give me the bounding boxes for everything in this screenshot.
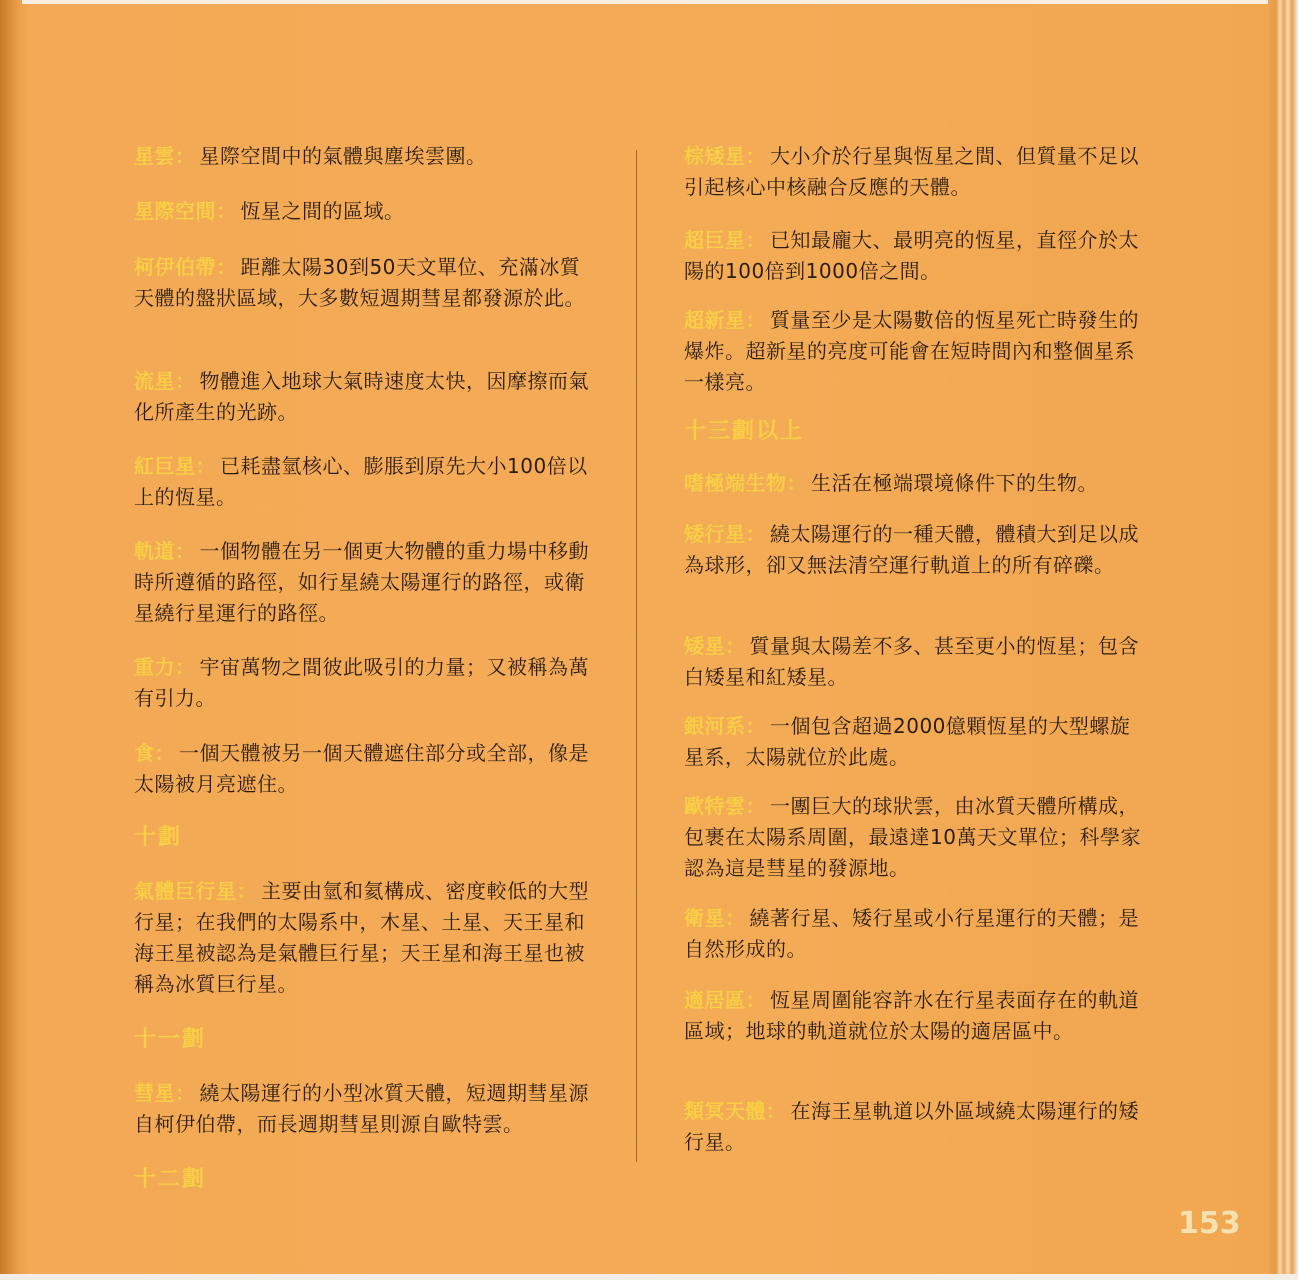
term-separator: ：: [175, 655, 196, 679]
term-separator: ：: [175, 1081, 196, 1105]
term-separator: ：: [745, 522, 766, 546]
glossary-definition: 宇宙萬物之間彼此吸引的力量；又被稱為萬有引力。: [134, 655, 589, 710]
glossary-definition: 恆星之間的區域。: [240, 199, 405, 223]
term-separator: ：: [195, 454, 216, 478]
glossary-entry: [684, 903, 1144, 965]
term-separator: ：: [786, 471, 807, 495]
term-separator: ：: [745, 714, 766, 738]
term-separator: ：: [745, 794, 766, 818]
glossary-term: 棕矮星: [684, 144, 746, 168]
glossary-entry: [684, 225, 1144, 287]
glossary-definition: 質量至少是太陽數倍的恆星死亡時發生的爆炸。超新星的亮度可能會在短時間內和整個星系一樣亮。: [684, 308, 1139, 394]
glossary-entry: [134, 1078, 594, 1140]
glossary-definition: 物體進入地球大氣時速度太快，因摩擦而氣化所產生的光跡。: [134, 369, 589, 424]
glossary-entry: [134, 141, 594, 172]
glossary-definition: 星際空間中的氣體與塵埃雲團。: [199, 144, 487, 168]
page-number: 153: [1178, 1206, 1241, 1241]
stroke-count-heading: 十一劃: [134, 1027, 207, 1052]
glossary-entry: [684, 141, 1144, 203]
glossary-entry: [684, 1096, 1144, 1158]
glossary-term: 食: [134, 741, 155, 765]
term-separator: ：: [175, 369, 196, 393]
glossary-entry: [134, 738, 594, 800]
term-separator: ：: [216, 255, 237, 279]
glossary-definition: 距離太陽30到50天文單位、充滿冰質天體的盤狀區域，大多數短週期彗星都發源於此。: [134, 255, 585, 310]
glossary-definition: 已耗盡氫核心、膨脹到原先大小100倍以上的恆星。: [134, 454, 588, 509]
glossary-term: 衛星: [684, 906, 725, 930]
term-separator: ：: [766, 1099, 787, 1123]
glossary-definition: 一個包含超過2000億顆恆星的大型螺旋星系，太陽就位於此處。: [684, 714, 1131, 769]
glossary-term: 適居區: [684, 988, 746, 1012]
glossary-term: 星際空間: [134, 199, 216, 223]
glossary-entry: [134, 876, 594, 1000]
glossary-term: 嗜極端生物: [684, 471, 787, 495]
term-separator: ：: [725, 906, 746, 930]
glossary-definition: 一團巨大的球狀雲，由冰質天體所構成，包裹在太陽系周圍，最遠達10萬天文單位；科學家認為這是彗星的發源地。: [684, 794, 1141, 880]
glossary-definition: 大小介於行星與恆星之間、但質量不足以引起核心中核融合反應的天體。: [684, 144, 1139, 199]
column-divider: [636, 150, 637, 1162]
glossary-entry: [684, 985, 1144, 1047]
glossary-entry: [684, 791, 1144, 884]
glossary-term: 銀河系: [684, 714, 746, 738]
glossary-entry: [684, 711, 1144, 773]
book-spine: [0, 0, 22, 1280]
term-separator: ：: [154, 741, 175, 765]
glossary-definition: 繞著行星、矮行星或小行星運行的天體；是自然形成的。: [684, 906, 1139, 961]
glossary-term: 流星: [134, 369, 175, 393]
glossary-definition: 生活在極端環境條件下的生物。: [811, 471, 1098, 495]
glossary-definition: 在海王星軌道以外區域繞太陽運行的矮行星。: [684, 1099, 1139, 1154]
term-separator: ：: [745, 228, 766, 252]
page-stack-edge: [1268, 0, 1298, 1280]
glossary-entry: [134, 536, 594, 629]
glossary-definition: 恆星周圍能容許水在行星表面存在的軌道區域；地球的軌道就位於太陽的適居區中。: [684, 988, 1139, 1043]
term-separator: ：: [175, 539, 196, 563]
glossary-term: 矮星: [684, 634, 725, 658]
stroke-count-heading: 十三劃以上: [684, 419, 805, 444]
stroke-count-heading: 十二劃: [134, 1167, 207, 1192]
glossary-term: 類冥天體: [684, 1099, 766, 1123]
glossary-entry: [134, 196, 594, 227]
glossary-entry: [134, 252, 594, 314]
term-separator: ：: [745, 988, 766, 1012]
glossary-entry: [684, 468, 1144, 499]
glossary-definition: 繞太陽運行的一種天體，體積大到足以成為球形，卻又無法清空運行軌道上的所有碎礫。: [684, 522, 1139, 577]
glossary-entry: [134, 451, 594, 513]
glossary-definition: 主要由氫和氦構成、密度較低的大型行星；在我們的太陽系中，木星、土星、天王星和海王星被認為是氣體巨行星；天王星和海王星也被稱為冰質巨行星。: [134, 879, 589, 996]
term-separator: ：: [725, 634, 746, 658]
glossary-entry: [134, 652, 594, 714]
glossary-term: 重力: [134, 655, 175, 679]
term-separator: ：: [745, 144, 766, 168]
glossary-term: 星雲: [134, 144, 175, 168]
glossary-entry: [134, 366, 594, 428]
glossary-term: 超巨星: [684, 228, 746, 252]
glossary-term: 軌道: [134, 539, 175, 563]
glossary-definition: 一個物體在另一個更大物體的重力場中移動時所遵循的路徑，如行星繞太陽運行的路徑，或衛星繞行星運行的路徑。: [134, 539, 589, 625]
glossary-term: 柯伊伯帶: [134, 255, 216, 279]
page-top-edge: [0, 0, 1298, 4]
term-separator: ：: [745, 308, 766, 332]
glossary-term: 超新星: [684, 308, 746, 332]
glossary-definition: 已知最龐大、最明亮的恆星，直徑介於太陽的100倍到1000倍之間。: [684, 228, 1139, 283]
glossary-entry: [684, 519, 1144, 581]
stroke-count-heading: 十劃: [134, 825, 183, 850]
glossary-term: 紅巨星: [134, 454, 196, 478]
glossary-entry: [684, 305, 1144, 398]
glossary-term: 彗星: [134, 1081, 175, 1105]
glossary-entry: [684, 631, 1144, 693]
glossary-definition: 繞太陽運行的小型冰質天體，短週期彗星源自柯伊伯帶，而長週期彗星則源自歐特雲。: [134, 1081, 589, 1136]
glossary-term: 歐特雲: [684, 794, 746, 818]
page-bottom-edge: [0, 1274, 1298, 1280]
glossary-definition: 質量與太陽差不多、甚至更小的恆星；包含白矮星和紅矮星。: [684, 634, 1139, 689]
term-separator: ：: [175, 144, 196, 168]
glossary-term: 矮行星: [684, 522, 746, 546]
glossary-definition: 一個天體被另一個天體遮住部分或全部，像是太陽被月亮遮住。: [134, 741, 589, 796]
glossary-term: 氣體巨行星: [134, 879, 237, 903]
term-separator: ：: [236, 879, 257, 903]
term-separator: ：: [216, 199, 237, 223]
